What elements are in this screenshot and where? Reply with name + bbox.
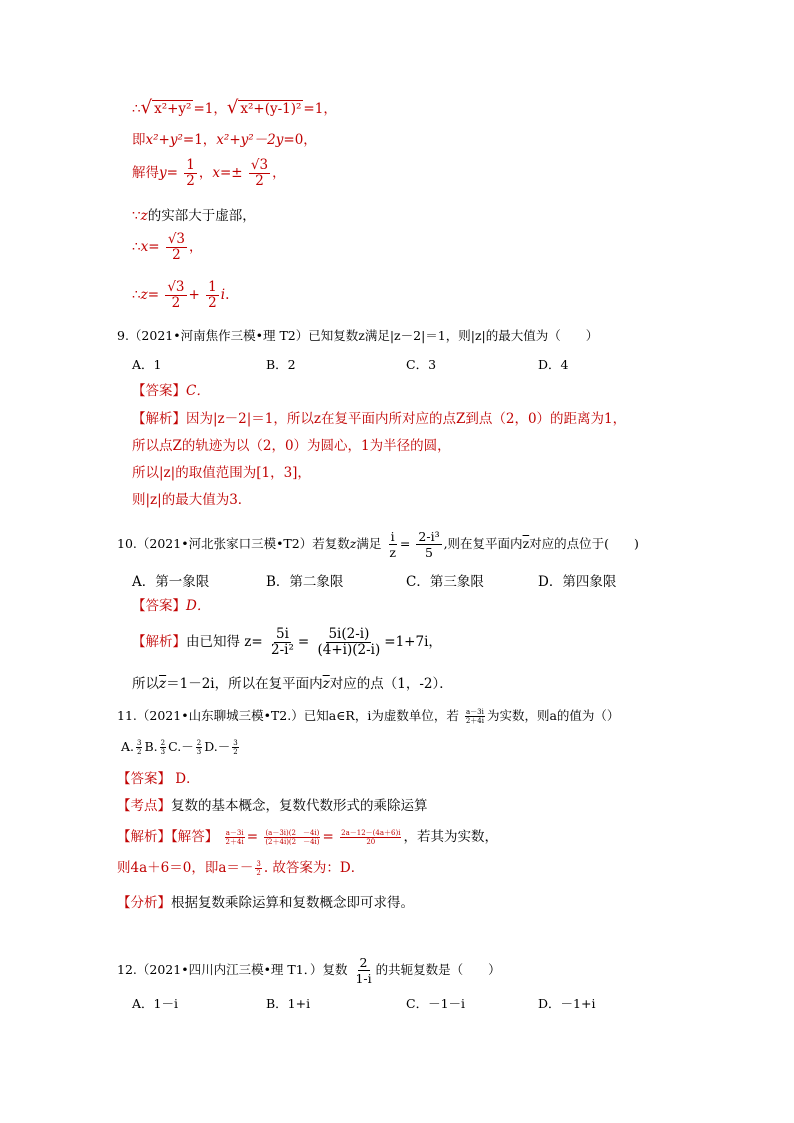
q11-point: 【考点】复数的基本概念，复数代数形式的乘除运算 — [117, 798, 428, 814]
sol8-line5: ∴x= $\frac{√3}{2}$ ， — [132, 231, 203, 263]
q10-stem: 10.（2021•河北张家口三模•T2）若复数z满足 $\frac{i}{z}$ = $\frac{\text{2-i³}}{5}$ ,则在复平面内$\overline{z}$对应的点位于( ) — [117, 529, 639, 560]
q10-analysis-2: 所以$\overline{z}=1-2i$，所以在复平面内$\overline{z}$对应的点（1，-2）． — [132, 676, 453, 692]
q9-analysis-2: 所以点Z的轨迹为以（2，0）为圆心，1为半径的圆， — [132, 438, 451, 454]
q9-option-b: B．2 — [266, 357, 296, 372]
q11-stem: 11.（2021•山东聊城三模•T2.）已知a∈R，i为虚数单位，若 $\frac{a-3i}{2+4i}$ 为实数，则a的值为（） — [117, 708, 620, 725]
q10-option-a: A．第一象限 — [132, 574, 210, 590]
q10-answer: 【答案】D． — [132, 598, 211, 614]
q9-answer: 【答案】C． — [132, 383, 210, 399]
sol8-line4: ∵z的实部大于虚部， — [132, 208, 256, 224]
sol8-line3: 解得y= $\frac{1}{2}$ ，x=± $\frac{√3}{2}$ ， — [132, 157, 286, 189]
q9-option-d: D．4 — [538, 357, 569, 372]
q9-analysis-1: 【解析】因为|z－2|＝1，所以z在复平面内所对应的点Z到点（2，0）的距离为1， — [132, 411, 627, 427]
q11-options: A. $\frac{3}{2}$ B. $\frac{2}{3}$ C.－ $\frac{2}{3}$ D.－ $\frac{3}{2}$ — [121, 739, 238, 756]
q11-analysis: 【分析】根据复数乘除运算和复数概念即可求得。 — [117, 895, 414, 911]
q12-stem: 12.（2021•四川内江三模•理 T1．）复数 $\frac{2}{1-i}$ 的共轭复数是（ ） — [117, 955, 501, 986]
q12-option-a: A．1－i — [132, 996, 178, 1011]
q12-option-c: C．－1－i — [406, 996, 466, 1011]
sol8-line6: ∴z= $\frac{√3}{2}$ + $\frac{1}{2}$ i. — [132, 279, 230, 311]
q11-solution-1: 【解析】【解答】 $\frac{a-3i}{2+4i}$ = $\frac{(a-3i)(2 -4i)}{(2+4i)(2 -4i)}$ = $\frac{2a-12-(4a+6)i}{20}$ ，若其为实数， — [117, 829, 498, 846]
q10-option-b: B．第二象限 — [266, 574, 344, 590]
q10-analysis-1: 【解析】由已知得 z= $\frac{5i}{\text{2-i²}}$ = $\frac{5i(2-i)}{(4+i)(2-i)}$ =1+7i， — [132, 626, 442, 658]
q9-analysis-3: 所以|z|的取值范围为[1，3]， — [132, 465, 311, 481]
sol8-line1: ∴√ x²+y² =1，√ x²+(y-1)² =1， — [132, 97, 337, 118]
q9-analysis-4: 则|z|的最大值为3． — [132, 492, 252, 508]
q12-option-d: D．－1+i — [538, 996, 596, 1011]
q9-option-a: A．1 — [132, 357, 162, 372]
q11-solution-2: 则4a＋6＝0，即a＝－ $\frac{3}{2}$ . 故答案为：D． — [117, 860, 365, 877]
q12-option-b: B．1+i — [266, 996, 311, 1011]
q10-option-c: C．第三象限 — [406, 574, 484, 590]
q9-stem: 9.（2021•河南焦作三模•理 T2）已知复数z满足|z－2|＝1，则|z|的最大值为（ ） — [117, 328, 599, 343]
q11-answer: 【答案】 D． — [117, 771, 200, 787]
sol8-line2: 即x²+y²=1，x²+y²－2y=0， — [132, 132, 317, 148]
q10-option-d: D．第四象限 — [538, 574, 617, 590]
q9-option-c: C．3 — [406, 357, 437, 372]
